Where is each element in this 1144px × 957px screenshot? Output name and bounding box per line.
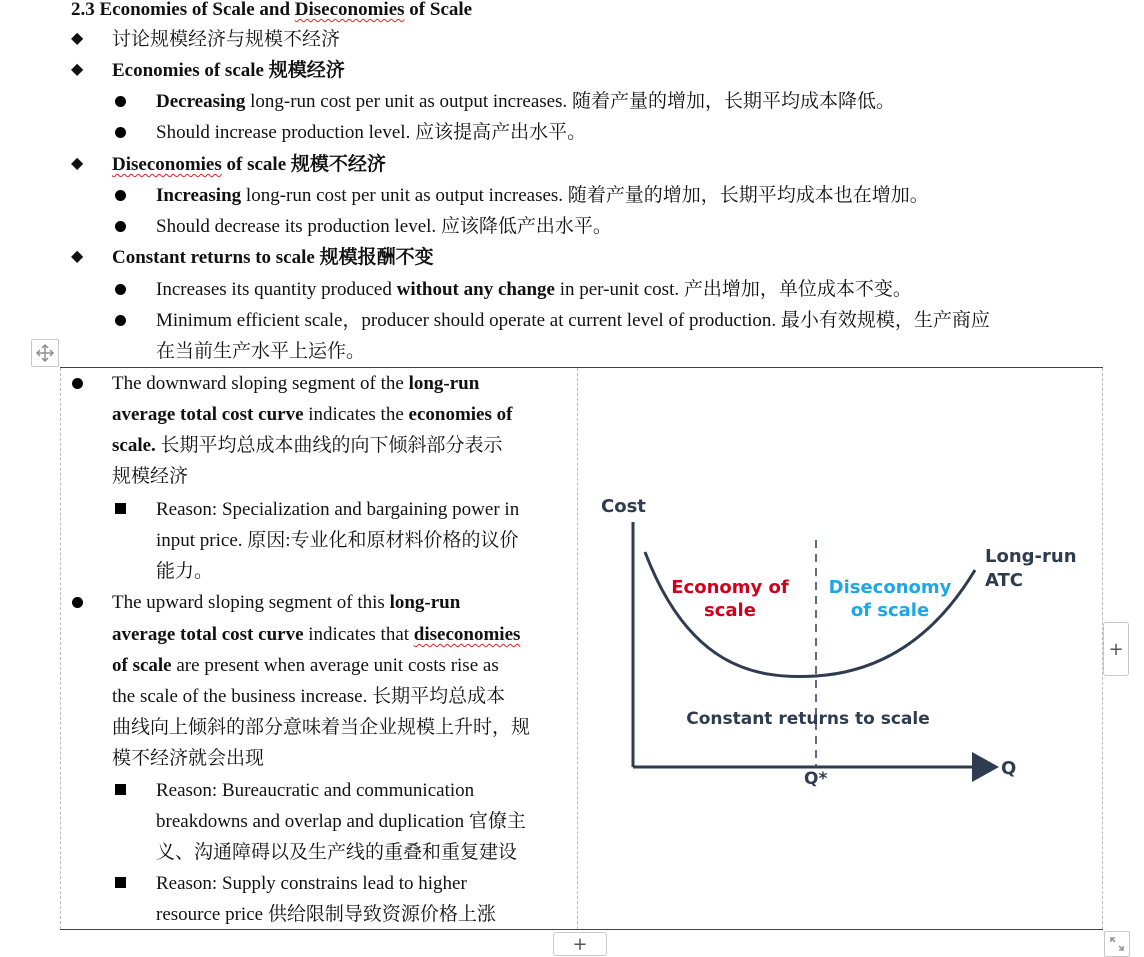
- curve-label-line2: ATC: [985, 570, 1024, 591]
- reason-2-line3: 义、沟通障碍以及生产线的重叠和重复建设: [156, 842, 518, 863]
- q-star-label: Q*: [804, 769, 828, 789]
- diseconomies-item-2: Should decrease its production level. 应该降低产出水平。: [156, 216, 612, 237]
- constant-item-2-line2: 在当前生产水平上运作。: [156, 341, 366, 362]
- reason-2-line2: breakdowns and overlap and duplication 官僚主: [156, 811, 526, 832]
- table-resize-icon[interactable]: [1104, 931, 1130, 957]
- table-left-border: [60, 368, 61, 929]
- section-title-constant: Constant returns to scale 规模报酬不变: [112, 247, 434, 268]
- table-move-icon[interactable]: [31, 339, 59, 367]
- round-bullet-icon: [72, 597, 83, 608]
- reason-1-line3: 能力。: [156, 561, 214, 582]
- economy-label-line1: Economy of: [671, 577, 789, 598]
- diamond-bullet-icon: ◆: [71, 30, 84, 47]
- cell-p2-line6: 模不经济就会出现: [112, 748, 265, 769]
- curve-label-line1: Long-run: [985, 546, 1077, 567]
- add-column-button[interactable]: +: [1103, 622, 1129, 676]
- round-bullet-icon: [115, 284, 126, 295]
- reason-3-line2: resource price 供给限制导致资源价格上涨: [156, 904, 496, 925]
- diseconomy-label-line1: Diseconomy: [828, 577, 952, 598]
- constant-returns-label: Constant returns to scale: [686, 709, 930, 729]
- diamond-bullet-icon: ◆: [71, 155, 84, 172]
- round-bullet-icon: [115, 190, 126, 201]
- cell-p2-line4: the scale of the business increase. 长期平均总成本: [112, 686, 506, 707]
- cell-p2-line2: average total cost curve indicates that diseconomies: [112, 624, 521, 645]
- diseconomies-item-1: Increasing long-run cost per unit as output increases. 随着产量的增加，长期平均成本也在增加。: [156, 185, 929, 206]
- diamond-bullet-icon: ◆: [71, 248, 84, 265]
- section-title-diseconomies: Diseconomies of scale 规模不经济: [112, 154, 386, 175]
- square-bullet-icon: [115, 784, 126, 795]
- round-bullet-icon: [115, 315, 126, 326]
- economy-label-line2: scale: [704, 600, 756, 621]
- cell-p1-line3: scale. 长期平均总成本曲线的向下倾斜部分表示: [112, 435, 503, 456]
- lratc-diagram: [578, 490, 1103, 790]
- cell-p2-line3: of scale are present when average unit costs rise as: [112, 655, 499, 676]
- square-bullet-icon: [115, 877, 126, 888]
- cell-p1-line2: average total cost curve indicates the economies of: [112, 404, 513, 425]
- diseconomy-label-line2: of scale: [850, 600, 930, 621]
- add-row-button[interactable]: +: [553, 932, 607, 956]
- cell-p1-line1: The downward sloping segment of the long-run: [112, 373, 480, 394]
- cell-p2-line1: The upward sloping segment of this long-run: [112, 592, 461, 613]
- table-bottom-border: [60, 929, 1103, 930]
- diamond-bullet-icon: ◆: [71, 61, 84, 78]
- reason-3-line1: Reason: Supply constrains lead to higher: [156, 873, 467, 894]
- economies-item-2: Should increase production level. 应该提高产出水平。: [156, 122, 587, 143]
- table-top-border: [60, 367, 1103, 368]
- section-title-economies: Economies of scale 规模经济: [112, 60, 345, 81]
- reason-1-line2: input price. 原因:专业化和原材料价格的议价: [156, 530, 519, 551]
- constant-item-2-line1: Minimum efficient scale，producer should operate at current level of production. 最小有效规模，生产商应: [156, 310, 990, 331]
- economies-item-1: Decreasing long-run cost per unit as output increases. 随着产量的增加，长期平均成本降低。: [156, 91, 895, 112]
- y-axis-label: Cost: [601, 496, 646, 517]
- round-bullet-icon: [115, 96, 126, 107]
- x-axis-label: Q: [1001, 758, 1017, 779]
- cell-p1-line4: 规模经济: [112, 466, 189, 487]
- square-bullet-icon: [115, 503, 126, 514]
- cell-p2-line5: 曲线向上倾斜的部分意味着当企业规模上升时，规: [112, 717, 531, 738]
- section-heading: 2.3 Economies of Scale and Diseconomies of Scale: [71, 0, 473, 20]
- topic-text: 讨论规模经济与规模不经济: [112, 29, 341, 50]
- reason-1-line1: Reason: Specialization and bargaining power in: [156, 499, 520, 520]
- constant-item-1: Increases its quantity produced without any change in per-unit cost. 产出增加，单位成本不变。: [156, 279, 912, 300]
- round-bullet-icon: [72, 378, 83, 389]
- round-bullet-icon: [115, 221, 126, 232]
- round-bullet-icon: [115, 127, 126, 138]
- reason-2-line1: Reason: Bureaucratic and communication: [156, 780, 475, 801]
